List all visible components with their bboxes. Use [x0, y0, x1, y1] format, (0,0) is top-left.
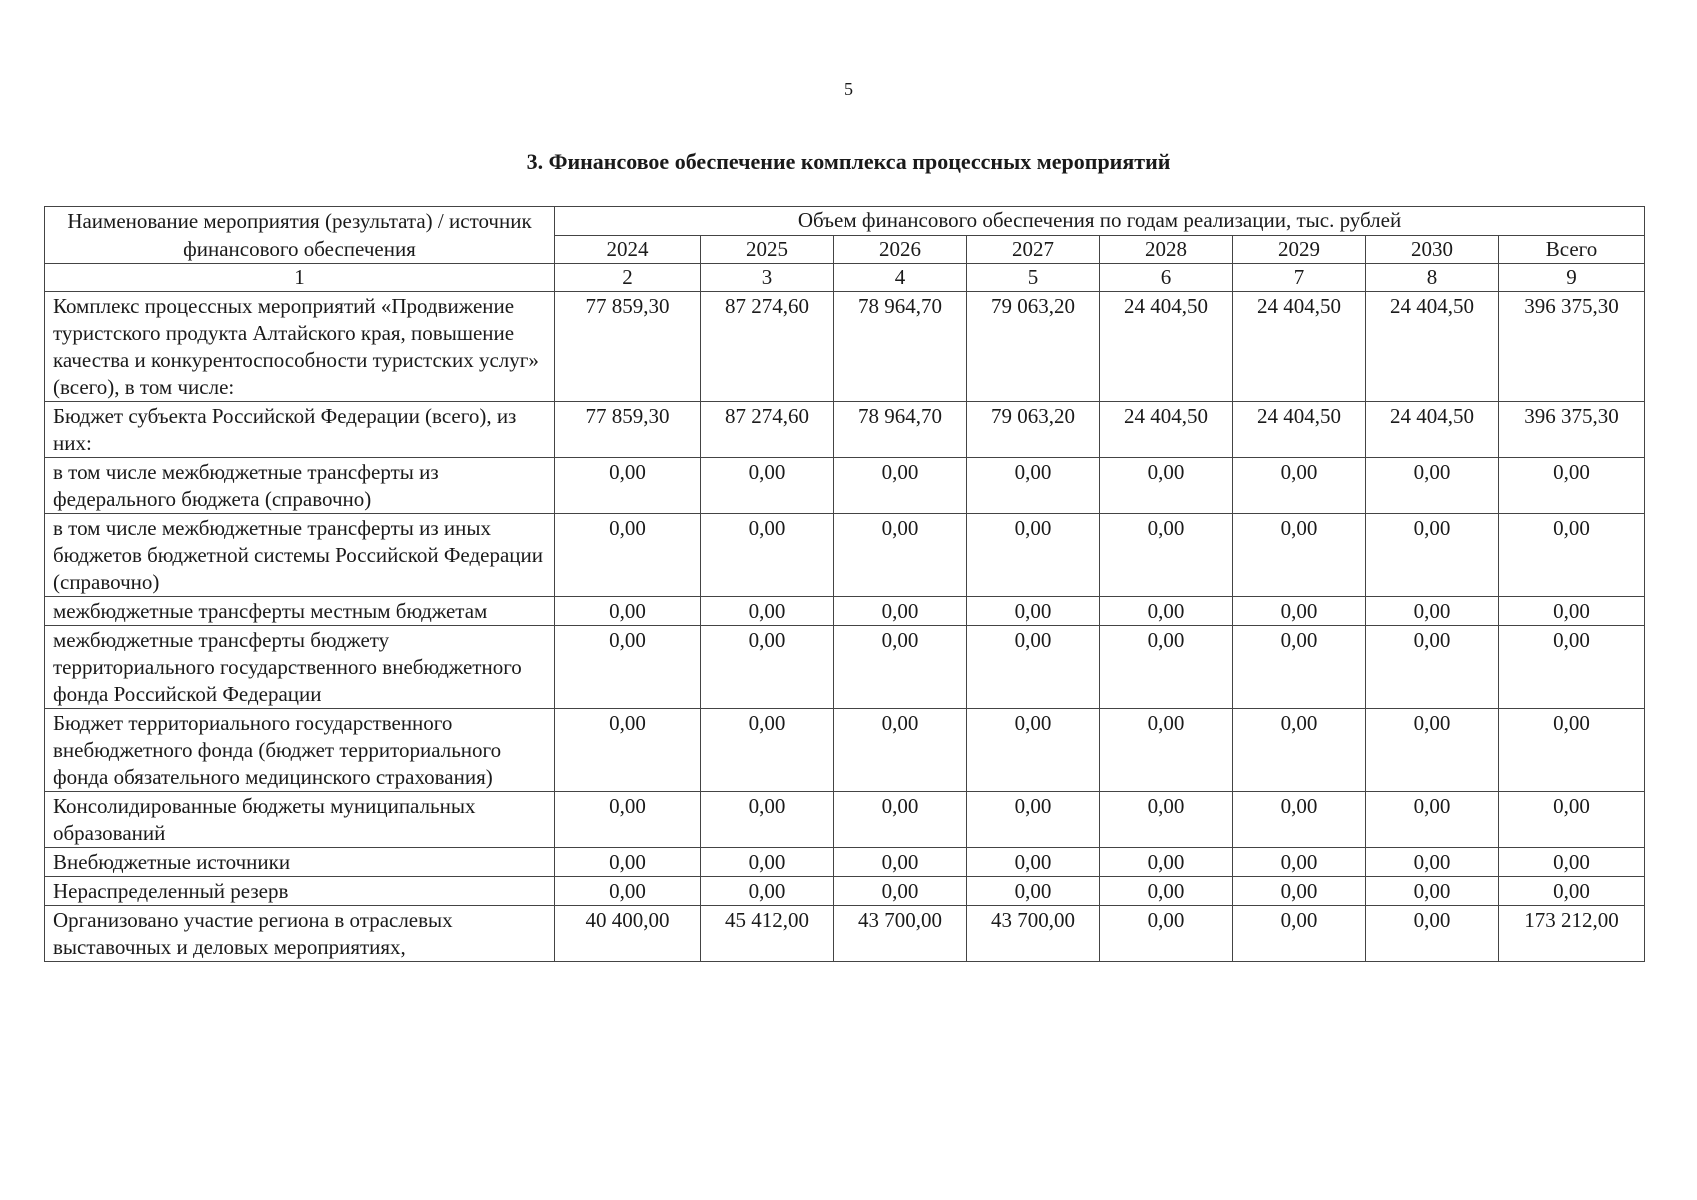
volume-header: Объем финансового обеспечения по годам реализации, тыс. рублей [555, 207, 1645, 236]
row-year-value: 24 404,50 [1366, 292, 1499, 402]
row-year-value: 0,00 [967, 597, 1100, 626]
row-year-value: 0,00 [1366, 514, 1499, 597]
table-row [45, 848, 1645, 877]
row-year-value: 0,00 [967, 792, 1100, 848]
name-column-header: Наименование мероприятия (результата) / источник финансового обеспечения [45, 207, 555, 264]
row-year-value: 0,00 [1233, 514, 1366, 597]
row-year-value: 0,00 [1233, 597, 1366, 626]
row-year-value: 0,00 [834, 709, 967, 792]
column-index: 7 [1233, 264, 1366, 292]
row-total-value: 0,00 [1499, 458, 1645, 514]
row-year-value: 0,00 [555, 709, 701, 792]
row-year-value: 0,00 [555, 877, 701, 906]
row-year-value: 0,00 [555, 626, 701, 709]
row-year-value: 45 412,00 [701, 906, 834, 962]
row-year-value: 0,00 [967, 848, 1100, 877]
row-year-value: 0,00 [1366, 458, 1499, 514]
row-year-value: 0,00 [967, 626, 1100, 709]
row-total-value: 0,00 [1499, 514, 1645, 597]
row-name: Комплекс процессных мероприятий «Продвижение туристского продукта Алтайского края, повышение качества и конкурентоспособности туристских услуг» (всего), в том числе: [45, 292, 555, 402]
table-row [45, 709, 1645, 792]
table-row [45, 514, 1645, 597]
table-row [45, 877, 1645, 906]
row-year-value: 43 700,00 [834, 906, 967, 962]
row-year-value: 78 964,70 [834, 402, 967, 458]
row-year-value: 24 404,50 [1233, 402, 1366, 458]
row-year-value: 79 063,20 [967, 292, 1100, 402]
column-index: 6 [1100, 264, 1233, 292]
row-year-value: 0,00 [967, 458, 1100, 514]
row-year-value: 0,00 [701, 597, 834, 626]
column-index: 5 [967, 264, 1100, 292]
row-name: Организовано участие региона в отраслевых выставочных и деловых мероприятиях, [45, 906, 555, 962]
row-name: в том числе межбюджетные трансферты из иных бюджетов бюджетной системы Российской Федерации (справочно) [45, 514, 555, 597]
year-header: 2024 [555, 235, 701, 264]
row-year-value: 0,00 [1233, 626, 1366, 709]
row-year-value: 0,00 [1366, 906, 1499, 962]
row-year-value: 0,00 [555, 514, 701, 597]
row-year-value: 0,00 [1366, 709, 1499, 792]
column-index: 4 [834, 264, 967, 292]
year-header: 2027 [967, 235, 1100, 264]
row-year-value: 0,00 [834, 626, 967, 709]
row-total-value: 396 375,30 [1499, 292, 1645, 402]
year-header: 2030 [1366, 235, 1499, 264]
row-year-value: 0,00 [1366, 626, 1499, 709]
row-year-value: 0,00 [1233, 458, 1366, 514]
column-index: 1 [45, 264, 555, 292]
row-year-value: 0,00 [555, 458, 701, 514]
financing-table [44, 206, 1645, 962]
row-year-value: 0,00 [1100, 709, 1233, 792]
row-year-value: 0,00 [1100, 877, 1233, 906]
row-year-value: 0,00 [1366, 848, 1499, 877]
row-total-value: 396 375,30 [1499, 402, 1645, 458]
column-index: 8 [1366, 264, 1499, 292]
row-year-value: 0,00 [1366, 877, 1499, 906]
row-total-value: 173 212,00 [1499, 906, 1645, 962]
row-year-value: 0,00 [967, 877, 1100, 906]
row-year-value: 0,00 [1100, 514, 1233, 597]
year-header: 2028 [1100, 235, 1233, 264]
row-name: Бюджет субъекта Российской Федерации (всего), из них: [45, 402, 555, 458]
row-year-value: 0,00 [1100, 792, 1233, 848]
row-year-value: 0,00 [1233, 877, 1366, 906]
row-year-value: 0,00 [834, 792, 967, 848]
row-year-value: 0,00 [701, 626, 834, 709]
row-year-value: 40 400,00 [555, 906, 701, 962]
table-row [45, 402, 1645, 458]
total-header: Всего [1499, 235, 1645, 264]
row-year-value: 77 859,30 [555, 292, 701, 402]
row-year-value: 87 274,60 [701, 402, 834, 458]
row-year-value: 0,00 [1233, 792, 1366, 848]
row-year-value: 0,00 [1100, 626, 1233, 709]
row-year-value: 0,00 [701, 514, 834, 597]
row-year-value: 0,00 [701, 458, 834, 514]
table-row [45, 792, 1645, 848]
row-year-value: 0,00 [555, 848, 701, 877]
row-total-value: 0,00 [1499, 848, 1645, 877]
row-year-value: 0,00 [1100, 458, 1233, 514]
row-year-value: 79 063,20 [967, 402, 1100, 458]
table-row [45, 597, 1645, 626]
row-year-value: 0,00 [555, 792, 701, 848]
row-total-value: 0,00 [1499, 877, 1645, 906]
row-year-value: 0,00 [1233, 848, 1366, 877]
row-year-value: 0,00 [555, 597, 701, 626]
row-year-value: 0,00 [1100, 906, 1233, 962]
table-row [45, 292, 1645, 402]
row-year-value: 0,00 [701, 848, 834, 877]
column-index-row [45, 264, 1645, 292]
row-name: межбюджетные трансферты местным бюджетам [45, 597, 555, 626]
column-index: 2 [555, 264, 701, 292]
row-year-value: 0,00 [1100, 597, 1233, 626]
row-name: Нераспределенный резерв [45, 877, 555, 906]
row-year-value: 0,00 [1100, 848, 1233, 877]
year-header: 2029 [1233, 235, 1366, 264]
row-year-value: 24 404,50 [1366, 402, 1499, 458]
row-year-value: 0,00 [834, 877, 967, 906]
row-year-value: 24 404,50 [1233, 292, 1366, 402]
row-name: в том числе межбюджетные трансферты из федерального бюджета (справочно) [45, 458, 555, 514]
row-name: Внебюджетные источники [45, 848, 555, 877]
row-name: межбюджетные трансферты бюджету территориального государственного внебюджетного фонда Российской Федерации [45, 626, 555, 709]
row-year-value: 78 964,70 [834, 292, 967, 402]
row-year-value: 0,00 [834, 848, 967, 877]
row-year-value: 0,00 [701, 792, 834, 848]
table-row [45, 458, 1645, 514]
page-number: 5 [844, 79, 853, 99]
row-total-value: 0,00 [1499, 709, 1645, 792]
row-year-value: 24 404,50 [1100, 402, 1233, 458]
year-header: 2026 [834, 235, 967, 264]
row-year-value: 77 859,30 [555, 402, 701, 458]
year-header: 2025 [701, 235, 834, 264]
row-total-value: 0,00 [1499, 626, 1645, 709]
row-year-value: 24 404,50 [1100, 292, 1233, 402]
row-year-value: 0,00 [1366, 792, 1499, 848]
row-year-value: 0,00 [967, 709, 1100, 792]
row-year-value: 0,00 [701, 709, 834, 792]
row-year-value: 87 274,60 [701, 292, 834, 402]
row-total-value: 0,00 [1499, 792, 1645, 848]
row-year-value: 0,00 [701, 877, 834, 906]
row-year-value: 0,00 [1233, 709, 1366, 792]
row-year-value: 0,00 [834, 514, 967, 597]
row-year-value: 0,00 [1233, 906, 1366, 962]
row-year-value: 43 700,00 [967, 906, 1100, 962]
row-year-value: 0,00 [967, 514, 1100, 597]
table-row [45, 906, 1645, 962]
row-name: Консолидированные бюджеты муниципальных образований [45, 792, 555, 848]
row-total-value: 0,00 [1499, 597, 1645, 626]
row-year-value: 0,00 [1366, 597, 1499, 626]
page-title: 3. Финансовое обеспечение комплекса процессных мероприятий [526, 149, 1171, 174]
table-row [45, 626, 1645, 709]
column-index: 3 [701, 264, 834, 292]
column-index: 9 [1499, 264, 1645, 292]
row-year-value: 0,00 [834, 458, 967, 514]
row-year-value: 0,00 [834, 597, 967, 626]
row-name: Бюджет территориального государственного внебюджетного фонда (бюджет территориального фонда обязательного медицинского страхования) [45, 709, 555, 792]
